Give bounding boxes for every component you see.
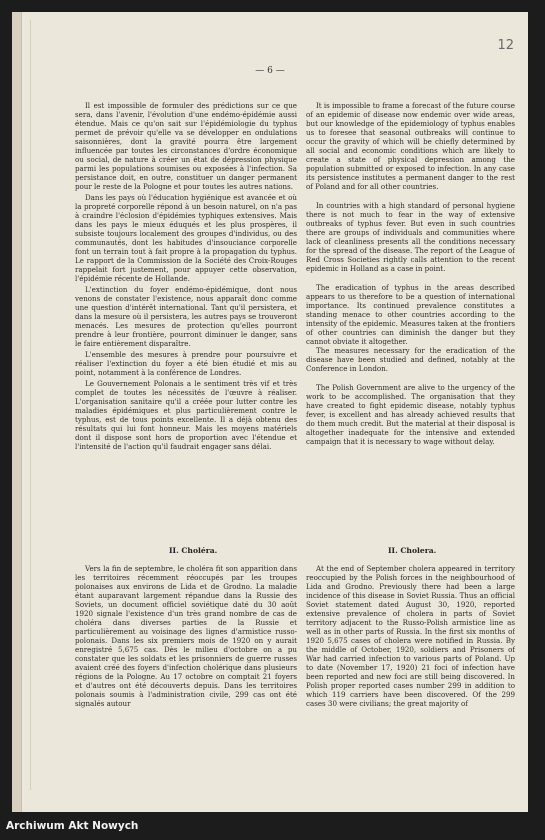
page-number: — 6 — xyxy=(255,66,285,76)
english-column-cholera xyxy=(306,564,515,756)
french-column-typhus xyxy=(75,101,297,529)
french-paragraph: L'extinction du foyer endémo-épidémique, dont nous venons de constater l'existence, nous apparaît donc comme une question d'intérêt international. Tant qu'il persistera, et dans la mesure où il persistera, les autres pays se trouveront menacés. Les mesures de protection qu'elles pourront prendre à leur frontière, pourront diminuer le danger, sans le faire entièrement disparaître. xyxy=(75,285,297,348)
english-paragraph: The Polish Government are alive to the urgency of the work to be accomplished. The organisation that they have created to fight epidemic disease, notably typhus fever, is excellent and has already achieved results that do them much credit. But the material at their disposal is altogether inadequate for the intensive and extended campaign that it is necessary to wage without delay. xyxy=(306,383,515,446)
french-paragraph: Il est impossible de formuler des prédictions sur ce que sera, dans l'avenir, l'évolution d'une endémo-épidémie aussi étendue. Mais ce qu'on sait sur l'épidémiologie du typhus permet de prévoir qu'elle va se développer en ondulations saisonnières, dont la gravité pourra être largement influencée par toutes les circonstances d'ordre économique ou social, de nature à créer un état de dépression physique parmi les populations soumises ou exposées à l'infection. Sa persistance doit, en outre, constituer un danger permanent pour le reste de la Pologne et pour toutes les autres nations. xyxy=(75,101,297,191)
english-paragraph: It is impossible to frame a forecast of the future course of an epidemic of disease now endemic over wide areas, but our knowledge of the epidemiology of typhus enables us to foresee that seasonal outbreaks will continue to occur the gravity of which will be chiefly determined by all social and economic conditions which are likely to create a state of physical depression among the population submitted or exposed to infection. In any case its persistence institutes a permanent danger to the rest of Poland and for all other countries. xyxy=(306,101,515,191)
french-paragraph: Dans les pays où l'éducation hygiénique est avancée et où la propreté corporelle répond à un besoin naturel, on n'a pas à craindre l'éclosion d'épidémies typhiques extensives. Mais dans les pays le mieux éduqués et les plus prospères, il subsiste toujours localement des groupes d'individus, ou des communautés, dont les habitudes d'insouciance corporelle font un terrain tout à fait propre à la propagation du typhus. Le rapport de la Commission de la Société des Croix-Rouges rappelait fort justement, pour appuyer cette observation, l'épidémie récente de Hollande. xyxy=(75,193,297,283)
page-fold-line xyxy=(30,20,31,790)
french-column-cholera xyxy=(75,564,297,756)
english-paragraph: At the end of September cholera appeared in territory reoccupied by the Polish forces in the neighbourhood of Lida and Grodno. Previously there had been a large incidence of this disease in Soviet Russia. Thus an official Soviet statement dated August 30, 1920, reported extensive prevalence of cholera in parts of Soviet territory adjacent to the Russo-Polish armistice line as well as in other parts of Russia. In the first six months of 1920 5,675 cases of cholera were notified in Russia. By the middle of October, 1920, soldiers and Prisoners of War had carried infection to various parts of Poland. Up to date (November 17, 1920) 21 foci of infection have been reported and new foci are still being discovered. In Polish proper reported cases number 299 in addition to which 119 carriers have been discovered. Of the 299 cases 30 were civilians; the great majority of xyxy=(306,564,515,708)
french-paragraph: Vers la fin de septembre, le choléra fit son apparition dans les territoires récemment réoccupés par les troupes polonaises aux environs de Lida et de Grodno. La maladie étant auparavant largement répandue dans la Russie des Soviets, un document officiel soviétique daté du 30 août 1920 signale l'existence d'un très grand nombre de cas de choléra dans diverses parties de la Russie et particulièrement au voisinage des lignes d'armistice russo-polonais. Dans les six premiers mois de 1920 on y aurait enregistré 5,675 cas. Dès le milieu d'octobre on a pu constater que les soldats et les prisonniers de guerre russes avaient créé des foyers d'infection cholérique dans plusieurs régions de la Pologne. Au 17 octobre on comptait 21 foyers et d'autres ont été découverts depuis. Dans les territoires polonais soumis à l'administration civile, 299 cas ont été signalés autour xyxy=(75,564,297,708)
french-section-heading: II. Choléra. xyxy=(169,546,218,555)
archive-footer-label: Archiwum Akt Nowych xyxy=(0,812,545,840)
english-section-heading: II. Cholera. xyxy=(388,546,437,555)
french-paragraph: Le Gouvernement Polonais a le sentiment très vif et très complet de toutes les nécessités de l'œuvre à réaliser. L'organisation sanitaire qu'il a créée pour lutter contre les maladies épidémiques et plus particulièrement contre le typhus, est de tous points excellente. Il a déjà obtenu des résultats qui lui font honneur. Mais les moyens matériels dont il dispose sont hors de proportion avec l'étendue et l'intensité de l'action qu'il faudrait engager sans délai. xyxy=(75,379,297,451)
document-page xyxy=(12,12,528,812)
french-paragraph: L'ensemble des mesures à prendre pour poursuivre et réaliser l'extinction du foyer a été bien étudié et mis au point, notamment à la conférence de Londres. xyxy=(75,350,297,377)
english-paragraph: The measures necessary for the eradication of the disease have been studied and defined, notably at the Conference in London. xyxy=(306,346,515,373)
page-binding-strip xyxy=(12,12,22,812)
archive-page-mark: 12 xyxy=(497,38,514,53)
english-paragraph: The eradication of typhus in the areas described appears to us therefore to be a question of international importance. Its continued prevalence constitutes a standing menace to other countries according to the intensity of the epidemic. Measures taken at the frontiers of other countries can diminish the danger but they cannot obviate it altogether. xyxy=(306,283,515,346)
english-paragraph: In countries with a high standard of personal hygiene there is not much to fear in the way of extensive outbreaks of typhus fever. But even in such countries there are groups of individuals and communities where lack of cleanliness presents all the conditions necessary for the spread of the disease. The report of the League of Red Cross Societies rightly calls attention to the recent epidemic in Holland as a case in point. xyxy=(306,201,515,273)
english-column-typhus xyxy=(306,101,515,529)
